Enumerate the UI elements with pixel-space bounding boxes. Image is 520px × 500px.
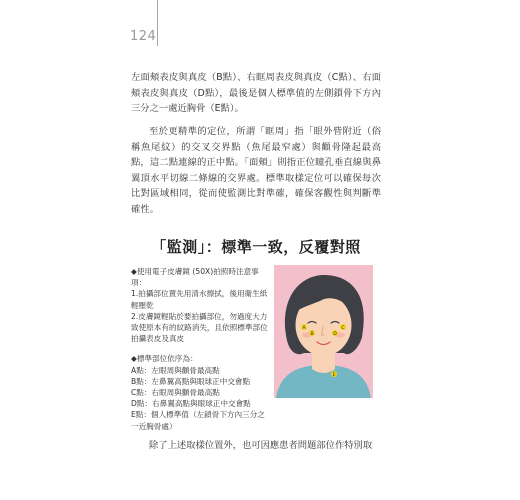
svg-text:E: E [332,372,336,378]
order-header: ◆標準部位依序為： [131,354,198,364]
notes-header: ◆使用電子皮膚鏡 (50X)拍照時注意事項： [131,267,259,288]
order-item-a: A點：左眼周與顴骨最高點 [131,365,220,375]
svg-text:B: B [310,331,314,337]
paragraph-additional-sampling: 除了上述取樣位置外，也可因應患者問題部位作特別取 [149,440,373,451]
paragraph-continued: 左面頰表皮與真皮（B點）、右眶周表皮與真皮（C點）、右面頰表皮與真皮（D點），最後是個人標準值的左側鎖骨下方內三分之一處近胸骨（E點）。 [131,72,381,114]
notes-item-1: 1.拍攝部位置先用清水擦拭，後用衛生紙輕壓乾 [131,289,268,310]
paragraph-precise-positioning: 至於更精準的定位，所謂「眶周」指「眼外眥附近（俗稱魚尾紋）的交叉交界點（魚尾最窄處）與顴骨隆起最高點，這二點連線的正中點。「面頰」則指正位瞳孔垂直線與鼻翼頂水平切線二條線的交界處。標準取樣定位可以確保每次比對區域相同，從而使監測比對準確，確保客觀性與判斷準確性。 [131,126,381,215]
face-diagram-svg [274,265,373,398]
page-number: 124 [130,29,157,44]
notes-item-2: 2.皮膚鏡輕貼於要拍攝部位，勿過度大力致使原本有的紋路消失，且依照標準部位拍攝表皮及真皮 [131,311,268,344]
svg-text:D: D [333,331,337,337]
order-item-c: C點：右眼周與顴骨最高點 [131,388,220,398]
page-number-rule [157,0,158,46]
svg-text:C: C [341,325,345,331]
face-diagram-illustration [274,265,373,398]
order-item-d: D點：右鼻翼高點與眼球正中交會點 [131,399,251,409]
section-heading: 「監測」：標準一致，反覆對照 [151,238,361,256]
order-item-e: E點：個人標準值（左鎖骨下方內三分之一近胸骨處） [131,410,265,431]
dermoscope-notes-box [131,266,271,432]
order-item-b: B點：左鼻翼高點與眼球正中交會點 [131,376,251,386]
svg-text:A: A [302,325,306,331]
